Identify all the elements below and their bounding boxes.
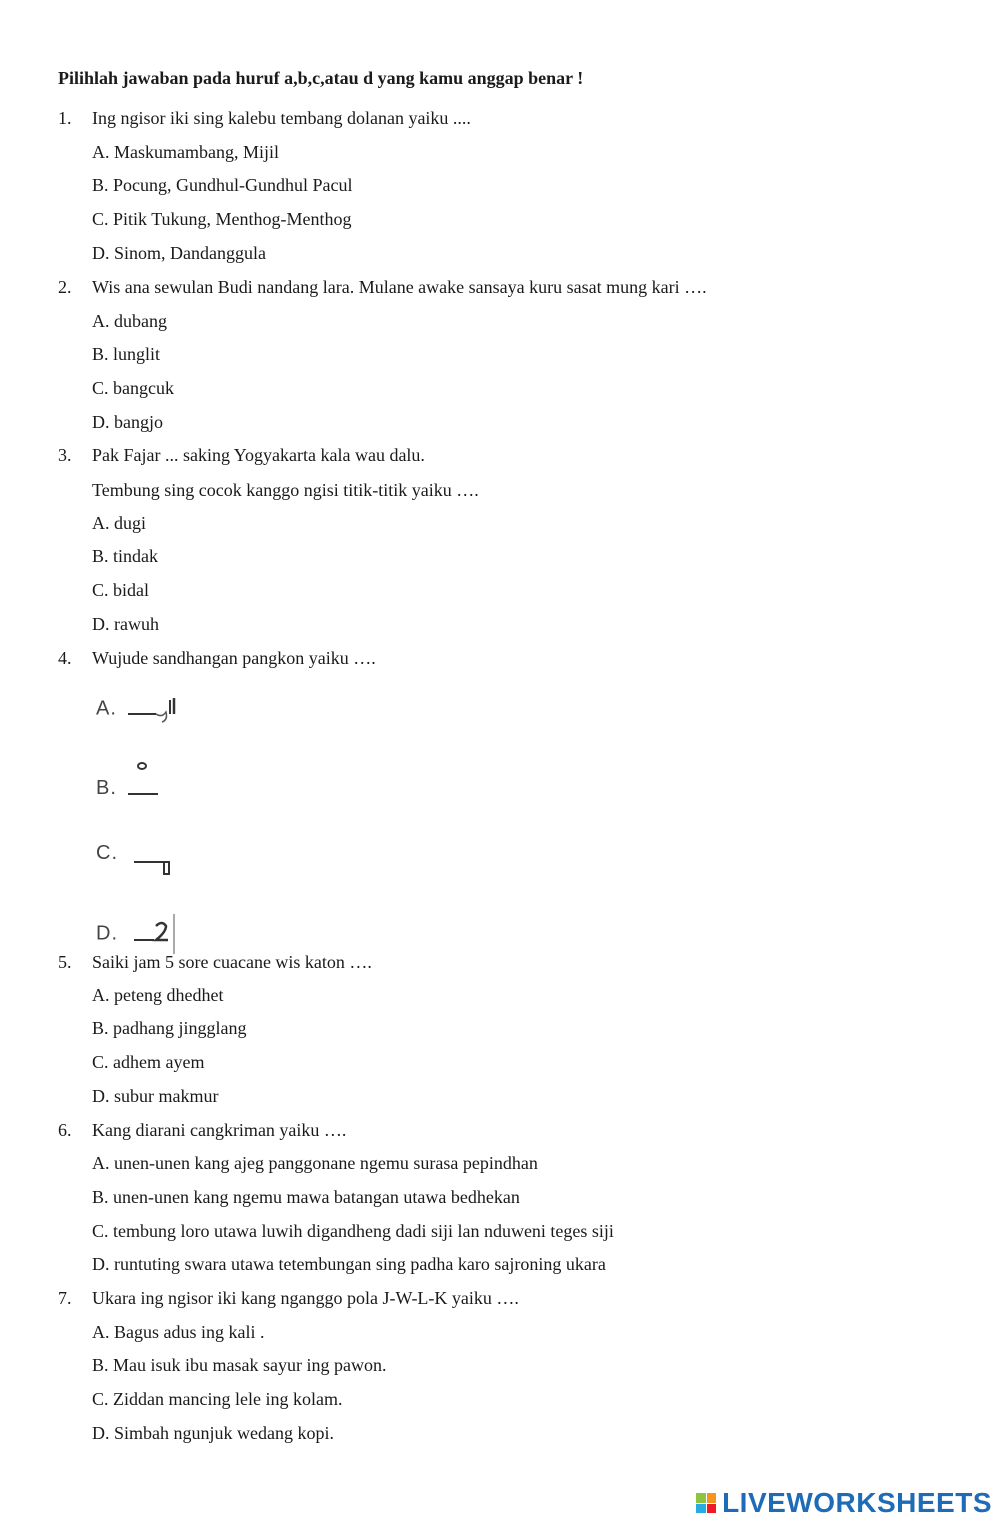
question-number: 2. (58, 277, 72, 297)
option-letter: B. (96, 777, 117, 799)
question-3-subtext: Tembung sing cocok kanggo ngisi titik-titik yaiku …. (92, 480, 479, 500)
option-6b[interactable]: B. unen-unen kang ngemu mawa batangan utawa bedhekan (92, 1187, 520, 1207)
question-text: Kang diarani cangkriman yaiku …. (92, 1120, 347, 1140)
option-7d[interactable]: D. Simbah ngunjuk wedang kopi. (92, 1423, 334, 1443)
pangkon-symbol-a-icon (122, 694, 202, 724)
option-2a[interactable]: A. dubang (92, 311, 167, 331)
option-7b[interactable]: B. Mau isuk ibu masak sayur ing pawon. (92, 1355, 387, 1375)
footer-branding[interactable] (696, 1487, 992, 1519)
question-number: 4. (58, 648, 72, 668)
liveworksheets-logo-icon (696, 1493, 716, 1513)
option-1c[interactable]: C. Pitik Tukung, Menthog-Menthog (92, 209, 352, 229)
option-3b[interactable]: B. tindak (92, 546, 158, 566)
option-letter: A. (96, 697, 117, 720)
question-number: 1. (58, 108, 72, 128)
question-number: 7. (58, 1288, 72, 1308)
question-text: Saiki jam 5 sore cuacane wis katon …. (92, 952, 372, 972)
option-4c[interactable] (96, 842, 184, 878)
option-2b[interactable]: B. lunglit (92, 344, 161, 364)
option-5b[interactable]: B. padhang jingglang (92, 1018, 247, 1038)
pangkon-symbol-b-icon (122, 760, 182, 800)
question-text: Ing ngisor iki sing kalebu tembang dolanan yaiku .... (92, 108, 471, 128)
option-2c[interactable]: C. bangcuk (92, 378, 174, 398)
instruction: Pilihlah jawaban pada huruf a,b,c,atau d yang kamu anggap benar ! (58, 68, 584, 88)
option-1b[interactable]: B. Pocung, Gundhul-Gundhul Pacul (92, 175, 353, 195)
option-5c[interactable]: C. adhem ayem (92, 1052, 205, 1072)
option-letter: C. (96, 842, 118, 864)
brand-name: LIVEWORKSHEETS (722, 1487, 992, 1518)
option-3c[interactable]: C. bidal (92, 580, 149, 600)
question-text: Wujude sandhangan pangkon yaiku …. (92, 648, 376, 668)
option-7a[interactable]: A. Bagus adus ing kali . (92, 1322, 265, 1342)
question-number: 3. (58, 445, 72, 465)
option-3d[interactable]: D. rawuh (92, 614, 159, 634)
option-4b[interactable] (96, 760, 182, 800)
option-7c[interactable]: C. Ziddan mancing lele ing kolam. (92, 1389, 343, 1409)
option-1d[interactable]: D. Sinom, Dandanggula (92, 243, 266, 263)
question-text: Ukara ing ngisor iki kang nganggo pola J-W-L-K yaiku …. (92, 1288, 519, 1308)
option-3a[interactable]: A. dugi (92, 513, 146, 533)
question-text: Pak Fajar ... saking Yogyakarta kala wau dalu. (92, 445, 425, 465)
option-5d[interactable]: D. subur makmur (92, 1086, 219, 1106)
option-2d[interactable]: D. bangjo (92, 412, 163, 432)
option-4a[interactable] (96, 694, 202, 724)
option-6d[interactable]: D. runtuting swara utawa tetembungan sing padha karo sajroning ukara (92, 1254, 606, 1274)
option-1a[interactable]: A. Maskumambang, Mijil (92, 142, 279, 162)
option-letter: D. (96, 922, 118, 945)
question-number: 5. (58, 952, 72, 972)
option-6a[interactable]: A. unen-unen kang ajeg panggonane ngemu surasa pepindhan (92, 1153, 538, 1173)
pangkon-symbol-c-icon (124, 842, 184, 878)
question-number: 6. (58, 1120, 72, 1140)
question-text: Wis ana sewulan Budi nandang lara. Mulane awake sansaya kuru sasat mung kari …. (92, 277, 707, 297)
option-6c[interactable]: C. tembung loro utawa luwih digandheng dadi siji lan nduweni teges siji (92, 1221, 614, 1241)
option-5a[interactable]: A. peteng dhedhet (92, 985, 224, 1005)
